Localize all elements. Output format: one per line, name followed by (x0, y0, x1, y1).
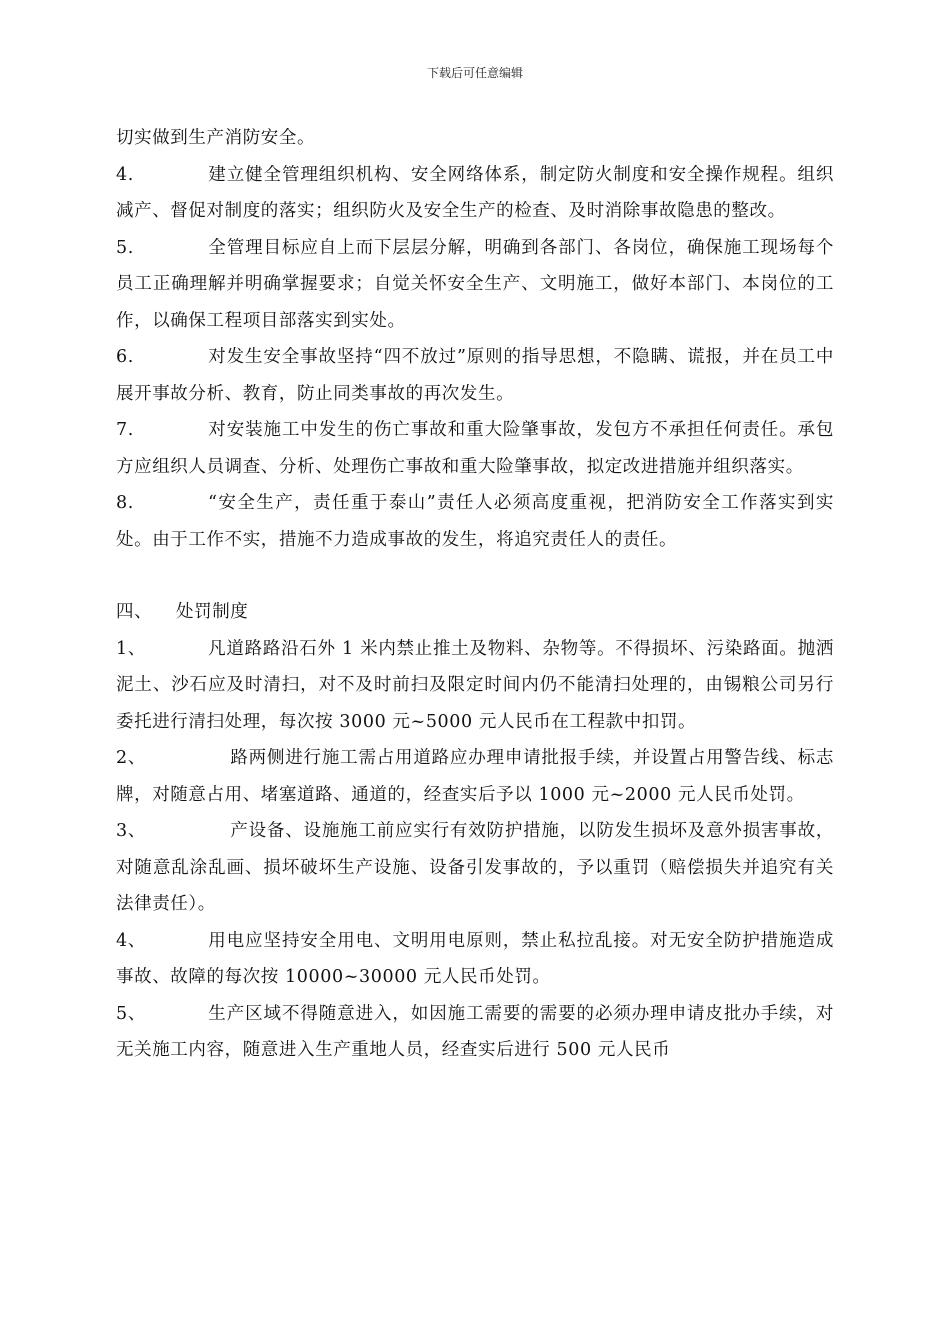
item-number: 8. (116, 493, 134, 513)
item-number: 5、 (116, 1003, 146, 1024)
item-number: 2、 (116, 748, 146, 768)
item-number: 5. (116, 237, 134, 258)
list-item (116, 485, 834, 558)
section-heading (116, 594, 834, 631)
list-item (116, 740, 834, 813)
section3-intro: 切实做到生产消防安全。 (116, 128, 316, 148)
item-number: 7. (116, 420, 134, 440)
list-item (116, 157, 834, 230)
item-text: 对安装施工中发生的伤亡事故和重大险肇事故，发包方不承担任何责任。承包方应组织人员调查、分析、处理伤亡事故和重大险肇事故，拟定改进措施并组织落实。 (116, 420, 834, 477)
item-number: 3、 (116, 821, 146, 841)
list-item (116, 813, 834, 923)
item-text: 对发生安全事故坚持“四不放过”原则的指导思想，不隐瞒、谎报，并在员工中展开事故分析、教育，防止同类事故的再次发生。 (116, 347, 834, 404)
item-number: 4. (116, 164, 134, 185)
item-text: 用电应坚持安全用电、文明用电原则，禁止私拉乱接。对无安全防护措施造成事故、故障的每次按 10000~30000 元人民币处罚。 (116, 930, 834, 987)
item-text: 全管理目标应自上而下层层分解，明确到各部门、各岗位，确保施工现场每个员工正确理解并明确掌握要求；自觉关怀安全生产、文明施工，做好本部门、本岗位的工作，以确保工程项目部落实到实处。 (116, 237, 834, 331)
item-number: 4、 (116, 930, 146, 951)
item-text: “安全生产，责任重于泰山”责任人必须高度重视，把消防安全工作落实到实处。由于工作不实，措施不力造成事故的发生，将追究责任人的责任。 (116, 493, 834, 550)
list-item (116, 412, 834, 485)
item-text: 路两侧进行施工需占用道路应办理申请批报手续，并设置占用警告线、标志牌，对随意占用、堵塞道路、通道的，经查实后予以 1000 元~2000 元人民币处罚。 (116, 748, 834, 805)
page-header-note: 下载后可任意编辑 (426, 66, 523, 80)
list-item (116, 339, 834, 412)
item-number: 6. (116, 347, 134, 367)
list-item (116, 230, 834, 340)
section-spacer (116, 558, 834, 594)
section-title: 处罚制度 (176, 602, 249, 622)
list-item (116, 631, 834, 741)
section-number: 四、 (116, 602, 153, 622)
item-text: 生产区域不得随意进入，如因施工需要的需要的必须办理申请皮批办手续，对无关施工内容，随意进入生产重地人员，经查实后进行 500 元人民币 (116, 1003, 834, 1060)
item-text: 凡道路路沿石外 1 米内禁止推土及物料、杂物等。不得损坏、污染路面。抛洒泥土、沙石应及时清扫，对不及时前扫及限定时间内仍不能清扫处理的，由锡粮公司另行委托进行清扫处理，每次按 3000 元~5000 元人民币在工程款中扣罚。 (116, 638, 834, 732)
item-text: 建立健全管理组织机构、安全网络体系，制定防火制度和安全操作规程。组织减产、督促对制度的落实；组织防火及安全生产的检查、及时消除事故隐患的整改。 (116, 164, 834, 221)
document-body (116, 120, 834, 1069)
list-item (116, 996, 834, 1069)
item-number: 1、 (116, 638, 146, 659)
item-text: 产设备、设施施工前应实行有效防护措施，以防发生损坏及意外损害事故，对随意乱涂乱画、损坏破坏生产设施、设备引发事故的，予以重罚（赔偿损失并追究有关法律责任）。 (116, 821, 834, 914)
list-item (116, 923, 834, 996)
